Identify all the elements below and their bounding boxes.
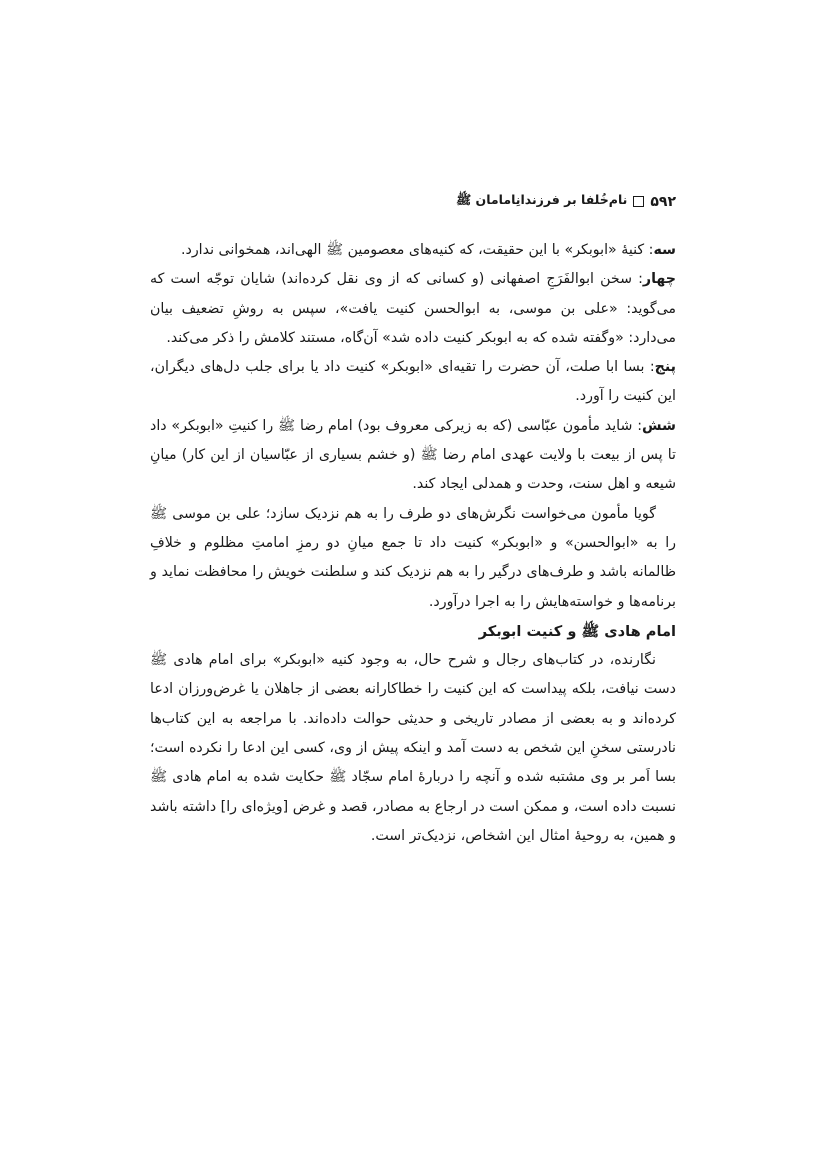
section-heading: امام هادی ﷺ و کنیت ابوبکر [478,622,676,640]
paragraph-mamun [150,500,676,617]
paragraph-text: : کنیهٔ «ابوبکر» با این حقیقت، که کنیه‌های معصومین ﷺ الهی‌اند، همخوانی ندارد. [181,242,654,258]
page-number: ۵۹۲ [650,193,676,210]
body-text [150,236,676,851]
paragraph-text: : سخن ابوالفَرَجِ اصفهانی (و کسانی که از وی نقل کرده‌اند) شایان توجّه است که می‌گوید: «علی بن موسی، به ابوالحسن کنیت یافت»، سپس به روشِ تضعیف بیان می‌دارد: «وگفته شده که به ابوبکر کنیت داده شد» آن‌گاه، مستند کلامش را ذکر می‌کند. [150,271,676,346]
running-header [150,192,676,211]
paragraph-three [150,236,676,265]
paragraph-four [150,265,676,353]
paragraph-text: : بسا ابا صلت، آن حضرت را تقیه‌ای «ابوبکر» کنیت داد یا برای جلب دل‌های دیگران، این کنیت را آورد. [150,359,676,405]
paragraph-lead: سه [653,242,676,258]
header-square-ornament [633,196,644,207]
paragraph-lead: چهار [642,271,676,288]
running-title: نام‌خُلفا بر فرزندانِامامان ﷺ [456,192,628,207]
paragraph-five [150,353,676,412]
paragraph-text: : شاید مأمون عبّاسی (که به زیرکی معروف بود) امام رضا ﷺ را کنیتِ «ابوبکر» داد تا پس از بیعت با ولایت عهدی امام رضا ﷺ (و خشم بسیاری از عبّاسیان از این کار) میانِ شیعه و اهل سنت، وحدت و همدلی ایجاد کند. [150,417,676,493]
paragraph-lead: شش [641,417,676,434]
paragraph-section-body: نگارنده، در کتاب‌های رجال و شرح حال، به وجود کنیه «ابوبکر» برای امام هادی ﷺ دست نیافت، بلکه پیداست که این کنیت را خطاکارانه بعضی از جاهلان یا غرض‌ورزان ادعا کرده‌اند و به بعضی از مصادر تاریخی و حدیثی حوالت داده‌اند. با مراجعه به این کتاب‌ها نادرستی سخنِ این شخص به دست آمد و اینکه پیش از وی، کسی این ادعا را نکرده است؛ بسا اَمر بر وی مشتبه شده و آنچه را دربارهٔ امام سجّاد ﷺ حکایت شده به امام هادی ﷺ نسبت داده است، و ممکن است در ارجاع به مصادر، قصد و غرض [ویژه‌ای را] داشته باشد و همین، به روحیهٔ امثال این اشخاص، نزدیک‌تر است. [150,652,676,844]
paragraph-six [150,412,676,500]
paragraph-text: گویا مأمون می‌خواست نگرش‌های دو طرف را به هم نزدیک سازد؛ علی بن موسی ﷺ را به «ابوالحسن» و «ابوبکر» کنیت داد تا جمع میانِ دو رمزِ امامتِ مظلوم و خلافِ ظالمانه باشد و طرف‌های درگیر را به هم نزدیک کند و سلطنت خویش را محافظت نماید و برنامه‌ها و خواسته‌هایش را به اجرا درآورد. [150,505,676,610]
paragraph-lead: پنج [654,359,676,376]
